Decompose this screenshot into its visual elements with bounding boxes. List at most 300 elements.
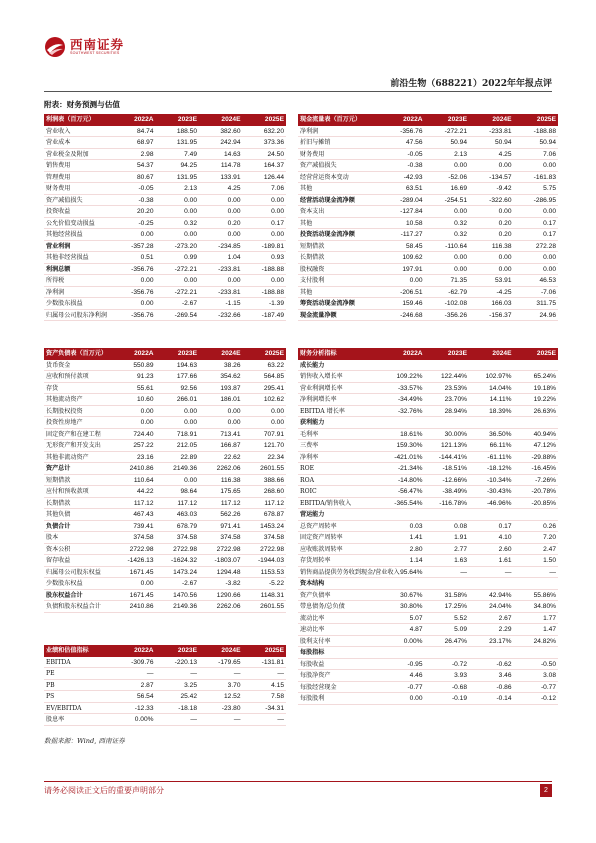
- table-row: [44, 183, 286, 195]
- table-header-year: 2025E: [264, 116, 284, 123]
- cell-value: 0.08: [454, 522, 467, 530]
- row-label: 归属母公司股东净利润: [46, 311, 107, 319]
- cell-value: 739.41: [133, 522, 154, 530]
- cell-value: 0.03: [409, 522, 423, 530]
- table-row: [44, 264, 286, 276]
- cell-value: -0.38: [138, 196, 154, 204]
- table-row: [44, 252, 286, 264]
- cell-value: 1.14: [409, 557, 423, 564]
- row-label: 支付股利: [300, 277, 325, 284]
- cell-value: 266.01: [176, 396, 197, 403]
- cell-value: [469, 647, 514, 658]
- cell-value: 0.00: [184, 208, 197, 215]
- row-label: 每股股利: [300, 695, 325, 702]
- cell-value: -10.34%: [486, 476, 512, 484]
- cell-value: 1671.45: [129, 591, 154, 599]
- cell-value: 121.13%: [440, 442, 467, 449]
- cell-value: —: [233, 670, 241, 677]
- row-label: 管理费用: [46, 173, 71, 181]
- cell-value: 1470.56: [173, 591, 197, 599]
- cell-value: 193.87: [220, 384, 241, 392]
- cell-value: 0.99: [184, 254, 197, 261]
- table-row: [298, 544, 558, 556]
- table-row: [44, 691, 286, 703]
- row-label: 经营营运资本变动: [300, 173, 349, 181]
- logo-cn: 西南证券: [70, 37, 125, 52]
- cell-value: -0.05: [138, 185, 154, 192]
- table-header-year: 2024E: [221, 647, 241, 654]
- cell-value: 5.52: [454, 614, 467, 622]
- cell-value: 30.00%: [444, 430, 467, 438]
- cell-value: -254.51: [444, 196, 467, 204]
- cell-value: 24.82%: [533, 637, 556, 645]
- row-label: 无形资产和开发支出: [46, 442, 101, 449]
- cell-value: 0.00: [227, 419, 241, 426]
- cell-value: 2601.55: [260, 603, 284, 610]
- cell-value: 212.05: [176, 442, 197, 449]
- cell-value: 7.06: [543, 150, 556, 158]
- cell-value: -273.20: [174, 242, 197, 250]
- cell-value: 42.94%: [489, 591, 512, 599]
- cell-value: -286.95: [533, 196, 556, 204]
- row-label: EV/EBITDA: [46, 704, 82, 712]
- cell-value: 197.91: [402, 265, 423, 273]
- cell-value: 24.50: [267, 150, 284, 158]
- table-row: [298, 160, 558, 172]
- cell-value: 1.04: [227, 254, 241, 261]
- cell-value: 0.00: [227, 231, 241, 238]
- header-divider: [44, 91, 552, 92]
- cell-value: -116.78%: [439, 499, 467, 507]
- cell-value: 0.00: [271, 231, 284, 238]
- cell-value: 0.17: [271, 219, 284, 227]
- cell-value: 2722.98: [260, 545, 284, 553]
- cell-value: -1624.32: [170, 557, 197, 564]
- row-label: 获利能力: [300, 419, 325, 426]
- section-title: 附表：财务预测与估值: [44, 100, 120, 109]
- row-label: 资本公积: [46, 545, 71, 553]
- balance-sheet-table: [44, 348, 286, 613]
- cell-value: 122.44%: [440, 373, 467, 380]
- table-row: [44, 429, 286, 441]
- cell-value: 19.18%: [533, 384, 556, 392]
- cell-value: 1.61: [498, 557, 512, 564]
- cell-value: -12.66%: [442, 476, 467, 484]
- table-row: [44, 371, 286, 383]
- cell-value: 2.13: [184, 185, 197, 192]
- cell-value: 166.03: [491, 300, 512, 307]
- data-source-note: 数据来源：Wind, 西南证券: [44, 737, 125, 745]
- table-row: [44, 475, 286, 487]
- cell-value: -188.88: [261, 265, 284, 273]
- cell-value: 0.00: [543, 208, 556, 215]
- table-row: [44, 521, 286, 533]
- cell-value: 0.00: [140, 419, 154, 426]
- cell-value: [469, 509, 514, 520]
- cell-value: 0.00: [271, 196, 284, 204]
- cell-value: -188.88: [533, 127, 556, 135]
- cell-value: -421.01%: [394, 453, 423, 461]
- cell-value: [380, 509, 425, 520]
- cell-value: —: [233, 716, 241, 723]
- cell-value: -52.06: [448, 173, 467, 181]
- row-label: 归属母公司股东权益: [46, 568, 101, 576]
- cell-value: 724.40: [133, 430, 154, 438]
- cell-value: 110.64: [133, 476, 154, 484]
- cell-value: 0.00: [227, 208, 241, 215]
- logo-en: SOUTHWEST SECURITIES: [70, 51, 120, 55]
- cell-value: 0.00: [498, 208, 512, 215]
- table-row: [298, 613, 558, 625]
- cell-value: -34.49%: [397, 396, 423, 403]
- cell-value: -156.37: [489, 311, 512, 319]
- row-label: EBITDA/销售收入: [300, 499, 352, 507]
- cell-value: 268.60: [263, 488, 284, 495]
- cell-value: -18.12%: [486, 465, 512, 472]
- logo-text: [70, 38, 124, 56]
- cell-value: 109.22%: [396, 373, 423, 380]
- cell-value: -117.27: [400, 231, 423, 238]
- row-label: 股息率: [46, 716, 65, 723]
- row-label: 筹资活动现金流净额: [300, 300, 355, 307]
- cell-value: 30.80%: [400, 603, 423, 610]
- cell-value: 5.09: [454, 626, 467, 633]
- row-label: 应收和预付款项: [46, 373, 89, 380]
- table-header-row: [44, 114, 286, 126]
- cell-value: -1803.07: [214, 557, 241, 564]
- table-header-year: 2024E: [492, 116, 512, 123]
- cell-value: 2.87: [140, 681, 154, 689]
- cell-value: 2.77: [454, 545, 467, 553]
- cell-value: -0.62: [496, 660, 512, 668]
- cell-value: -134.57: [489, 173, 512, 181]
- table-row: [298, 509, 558, 521]
- table-row: [298, 264, 558, 276]
- financial-ratios-table: [298, 348, 558, 705]
- table-row: [44, 680, 286, 692]
- cell-value: 50.94: [539, 139, 556, 146]
- row-label: 长期借款: [300, 254, 325, 261]
- cell-value: 1294.48: [216, 568, 241, 576]
- table-row: [44, 440, 286, 452]
- table-row: [44, 463, 286, 475]
- page-number: 2: [540, 784, 552, 797]
- row-label: 股本: [46, 534, 59, 541]
- cell-value: 53.91: [494, 277, 512, 284]
- table-row: [298, 371, 558, 383]
- cell-value: -14.80%: [397, 476, 423, 484]
- cell-value: -322.60: [489, 196, 512, 204]
- table-row: [298, 383, 558, 395]
- cell-value: —: [190, 716, 197, 723]
- cell-value: 4.10: [498, 534, 512, 541]
- row-label: 资产总计: [46, 465, 71, 472]
- row-label: 资产负债率: [300, 591, 331, 599]
- cell-value: 194.63: [176, 361, 197, 369]
- cell-value: -309.76: [131, 658, 154, 666]
- cell-value: 7.20: [543, 534, 556, 541]
- cell-value: —: [146, 670, 154, 677]
- cell-value: 707.91: [263, 430, 284, 438]
- cell-value: 0.00: [498, 162, 512, 169]
- row-label: 股权融资: [300, 265, 325, 273]
- valuation-table: [44, 645, 286, 726]
- table-row: [298, 126, 558, 138]
- table-row: [44, 195, 286, 207]
- cell-value: 46.53: [539, 277, 556, 284]
- row-label: 其他: [300, 219, 313, 227]
- table-row: [298, 647, 558, 659]
- cell-value: 2149.36: [173, 603, 197, 610]
- cell-value: -62.79: [448, 288, 467, 296]
- cell-value: 84.74: [136, 127, 154, 135]
- cell-value: -0.14: [496, 695, 512, 702]
- row-label: 长期借款: [46, 499, 71, 507]
- row-label: ROIC: [300, 488, 317, 495]
- cell-value: 5.07: [409, 614, 423, 622]
- table-row: [298, 229, 558, 241]
- cell-value: -7.26%: [535, 476, 556, 484]
- cell-value: 80.67: [136, 173, 154, 181]
- cell-value: 0.00: [454, 265, 467, 273]
- row-label: 净利率: [300, 453, 319, 461]
- table-row: [44, 452, 286, 464]
- cell-value: 10.58: [405, 219, 423, 227]
- cell-value: [514, 360, 559, 371]
- cell-value: -356.76: [400, 127, 423, 135]
- table-header-year: 2025E: [264, 350, 284, 357]
- table-row: [298, 172, 558, 184]
- cell-value: [425, 509, 470, 520]
- table-row: [298, 498, 558, 510]
- cell-value: -0.50: [540, 660, 556, 668]
- cell-value: 971.41: [220, 522, 241, 530]
- cell-value: 2262.06: [216, 603, 241, 610]
- cell-value: 4.87: [409, 626, 423, 633]
- cell-value: -42.93: [403, 173, 423, 181]
- document-title: 前沿生物（688221）2022年年报点评: [390, 79, 552, 89]
- cell-value: 0.00: [140, 300, 154, 307]
- cell-value: 166.87: [220, 442, 241, 449]
- table-row: [44, 567, 286, 579]
- cell-value: 0.51: [140, 254, 154, 261]
- cell-value: 2.60: [498, 545, 512, 553]
- cell-value: 117.12: [177, 499, 197, 507]
- cell-value: 295.41: [263, 384, 284, 392]
- cell-value: 242.94: [220, 139, 241, 146]
- cell-value: 188.50: [176, 127, 197, 135]
- row-label: 每股净资产: [300, 672, 331, 679]
- cell-value: 0.00: [543, 162, 556, 169]
- table-row: [44, 126, 286, 138]
- cell-value: 0.00: [271, 208, 284, 215]
- disclaimer-note: 请务必阅读正文后的重要声明部分: [44, 786, 164, 795]
- cell-value: -233.81: [218, 288, 241, 296]
- table-row: [44, 544, 286, 556]
- cell-value: -269.54: [174, 311, 197, 319]
- cell-value: -187.49: [261, 311, 284, 319]
- table-row: [44, 532, 286, 544]
- cell-value: -32.76%: [397, 407, 423, 415]
- cell-value: 24.04%: [489, 603, 512, 610]
- table-row: [298, 475, 558, 487]
- row-label: 公允价值变动损益: [46, 219, 95, 227]
- cell-value: 54.37: [136, 162, 154, 169]
- cell-value: 40.94%: [533, 430, 556, 438]
- table-header-label: 现金流量表（百万元）: [300, 116, 361, 123]
- cell-value: 55.61: [136, 384, 154, 392]
- row-label: 营业利润增长率: [300, 384, 343, 392]
- cell-value: —: [277, 670, 284, 677]
- table-header-year: 2024E: [492, 350, 512, 357]
- cell-value: 0.00: [454, 162, 467, 169]
- cell-value: —: [549, 568, 556, 576]
- cell-value: 713.41: [220, 430, 241, 438]
- table-row: [298, 578, 558, 590]
- cell-value: 0.32: [454, 231, 467, 238]
- cell-value: [469, 578, 514, 589]
- table-header-label: 财务分析指标: [300, 350, 337, 357]
- cell-value: 0.32: [454, 219, 467, 227]
- table-row: [298, 394, 558, 406]
- row-label: 固定资产和在建工程: [46, 430, 101, 438]
- row-label: PS: [46, 693, 55, 700]
- table-row: [298, 636, 558, 648]
- cell-value: 0.00: [498, 265, 512, 273]
- cell-value: -16.45%: [531, 465, 556, 472]
- cell-value: -272.21: [174, 288, 197, 296]
- cell-value: 10.60: [136, 396, 154, 403]
- cell-value: -0.86: [496, 683, 512, 691]
- table-row: [298, 463, 558, 475]
- cell-value: -2.67: [181, 300, 197, 307]
- cell-value: -233.81: [489, 127, 512, 135]
- cell-value: -1.39: [268, 300, 284, 307]
- table-row: [298, 670, 558, 682]
- cell-value: 131.95: [176, 173, 197, 181]
- cell-value: 1453.24: [260, 522, 284, 530]
- row-label: 存货: [46, 384, 59, 392]
- row-label: 应收账款周转率: [300, 545, 343, 553]
- table-row: [298, 659, 558, 671]
- row-label: 长期股权投资: [46, 407, 83, 415]
- row-label: 营业收入: [46, 127, 71, 135]
- cell-value: —: [504, 568, 512, 576]
- cell-value: -246.68: [400, 311, 423, 319]
- cell-value: 2.47: [543, 545, 556, 553]
- cell-value: [514, 417, 559, 428]
- cell-value: 1473.24: [173, 568, 197, 576]
- cell-value: 0.00: [227, 277, 241, 284]
- cell-value: 0.00: [543, 254, 556, 261]
- cell-value: 2722.98: [216, 545, 241, 553]
- cell-value: -20.85%: [531, 499, 556, 507]
- cell-value: 3.93: [454, 672, 467, 679]
- cell-value: 14.63: [223, 150, 241, 158]
- cell-value: 3.08: [543, 672, 556, 679]
- table-row: [298, 275, 558, 287]
- table-row: [44, 590, 286, 602]
- table-row: [298, 590, 558, 602]
- table-header-label: 利润表（百万元）: [46, 116, 95, 123]
- cell-value: 126.44: [263, 173, 284, 181]
- cell-value: 3.70: [227, 681, 241, 689]
- table-row: [298, 693, 558, 705]
- cell-value: 31.58%: [444, 591, 467, 599]
- cell-value: 12.52: [223, 693, 241, 700]
- cell-value: 0.00: [184, 277, 197, 284]
- cell-value: [380, 360, 425, 371]
- cell-value: -38.49%: [442, 488, 467, 495]
- row-label: 流动比率: [300, 614, 325, 622]
- cell-value: 71.35: [450, 277, 467, 284]
- cell-value: 374.58: [263, 534, 284, 541]
- cell-value: -2.67: [181, 580, 197, 587]
- cell-value: 0.00: [184, 231, 197, 238]
- cell-value: 354.62: [220, 373, 241, 380]
- cell-value: -9.42: [496, 185, 512, 192]
- cell-value: 4.25: [498, 150, 512, 158]
- cell-value: 175.65: [220, 488, 241, 495]
- cell-value: 2410.86: [129, 603, 154, 610]
- cell-value: 257.22: [133, 442, 154, 449]
- table-row: [44, 149, 286, 161]
- table-header-year: 2022A: [403, 350, 423, 357]
- row-label: 利润总额: [46, 265, 71, 273]
- cashflow-statement-table: [298, 114, 558, 321]
- cell-value: 23.16: [136, 453, 154, 461]
- cell-value: -0.38: [407, 162, 423, 169]
- table-header-row: [44, 348, 286, 360]
- cell-value: 2722.98: [129, 545, 154, 553]
- footer-divider: [44, 781, 552, 782]
- row-label: 财务费用: [300, 150, 325, 158]
- cell-value: [469, 417, 514, 428]
- cell-value: [514, 578, 559, 589]
- cell-value: 2.80: [409, 545, 423, 553]
- table-row: [44, 287, 286, 299]
- row-label: 净利润增长率: [300, 396, 337, 403]
- table-header-year: 2022A: [403, 116, 423, 123]
- cell-value: -18.18: [178, 704, 197, 712]
- row-label: 成长能力: [300, 361, 325, 369]
- table-row: [44, 218, 286, 230]
- cell-value: 0.00: [184, 419, 197, 426]
- cell-value: -365.54%: [394, 499, 423, 507]
- cell-value: 1.91: [454, 534, 467, 541]
- cell-value: -188.88: [261, 288, 284, 296]
- row-label: 资产减值损失: [46, 196, 83, 204]
- cell-value: -33.57%: [397, 384, 423, 392]
- table-header-label: 业绩和估值指标: [46, 647, 89, 654]
- cell-value: 718.91: [176, 430, 197, 438]
- cell-value: -144.41%: [438, 453, 467, 461]
- cell-value: -20.78%: [531, 488, 556, 495]
- row-label: 短期借款: [300, 242, 325, 250]
- cell-value: 0.20: [498, 231, 512, 238]
- table-row: [298, 486, 558, 498]
- cell-value: 1153.53: [260, 568, 284, 576]
- cell-value: 1.50: [543, 557, 556, 564]
- table-row: [44, 714, 286, 726]
- cell-value: 24.96: [539, 311, 556, 319]
- row-label: 营业利润: [46, 242, 71, 250]
- cell-value: 133.91: [220, 173, 241, 181]
- cell-value: 0.20: [498, 219, 512, 227]
- row-label: 货币资金: [46, 361, 71, 369]
- cell-value: 26.63%: [533, 407, 556, 415]
- table-row: [298, 206, 558, 218]
